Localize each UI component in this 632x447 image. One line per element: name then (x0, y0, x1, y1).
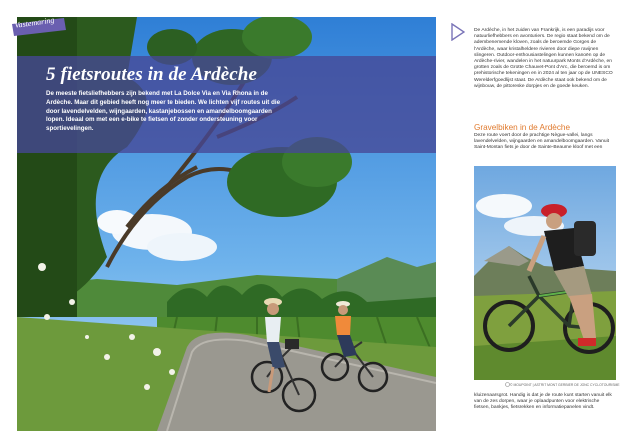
body-paragraph-2: Deze route voert door de prachtige Nègue-vallei, langs lavendelvelden, wijngaarden en amandelboomgaarden. Vanuit Saint-Montan fiets je door de Sainte-Beaume kloof met een (474, 133, 610, 151)
photo-credit: © MOUPOINT | ASTRIT MONT GERBIER DE JONC CYCLOTOURISME (510, 383, 620, 387)
body-paragraph-3: kluizenaarsgrot. Handig is dat je de route kunt starten vanuit elk van de zes dorpen, waar je oplaadpunten voor elektrische fietsen, bankjes, fietsrekken en informatiepanelen vindt. (474, 393, 612, 411)
article-headline: 5 fietsroutes in de Ardèche (46, 64, 257, 85)
ebike-cyclist-photo (474, 166, 616, 380)
play-arrow-icon (451, 23, 465, 41)
article-intro: De meeste fietsliefhebbers zijn bekend met La Dolce Via en Via Rhona in de Ardèche. Maar dit gebied heeft nog meer te bieden. We lichten vijf routes uit die door lavendelvelden, wijngaarden, kastanjebossen en amandelboomgaarden lopen. Ideaal om met een e-bike te fietsen of zonder ondersteuning voor sportievelingen. (46, 90, 281, 133)
section-tag-label: Vastemaring (14, 15, 55, 30)
body-paragraph-1: De Ardèche, in het zuiden van Frankrijk, is een paradijs voor natuurliefhebbers en avonturiers. De regio staat bekend om de adembenemende kloven, zoals de beroemde Gorges de l'Ardèche, waar kristalheldere rivieren door diepe ravijnen slingeren. Outdoor-enthousiastelingen kunnen kanoën op de Ardèche-rivier, wandelen in het natuurpark Monts d'Ardèche, en grotten zoals de Grotte Chauvet-Pont d'Arc, die beroemd is om prehistorische tekeningen en in 2024 al ten jaar op de UNESCO Werelderfgoedlijst staat. De Ardèche staat ook bekend om de wijnbouw, de pittoreske dorpjes en de goede keuken. (474, 28, 613, 89)
section-subheading: Gravelbiken in de Ardèche (474, 123, 571, 132)
